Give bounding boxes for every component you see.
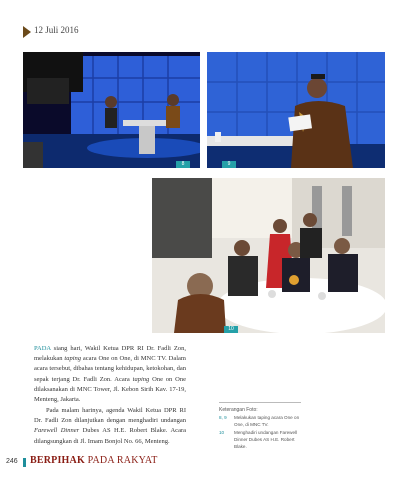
body-paragraph-2 (34, 406, 186, 447)
date-marker-icon (23, 26, 31, 38)
caption-text: Menghadiri undangan Farewell Dinner Dubes AS H.E. Robert Blake. (234, 430, 298, 449)
caption-title: Keterangan Foto: (219, 407, 258, 413)
photo-tv-studio (23, 52, 200, 168)
paragraph-text: Dubes AS H.E. Robert Blake. Acara dilangsungkan di Jl. Imam Bonjol No. 66, Menteng. (34, 427, 187, 445)
photo-number-badge: 10 (224, 326, 238, 333)
book-title (30, 455, 158, 466)
paragraph-lead-word: PADA (34, 345, 51, 352)
photo-number-badge: 8 (176, 161, 190, 168)
caption-number: 8, 9 (219, 415, 227, 420)
paragraph-italic: taping (132, 375, 150, 383)
paragraph-italic: Farewell Dinner (34, 427, 80, 435)
caption-number: 10 (219, 430, 225, 435)
caption-item (219, 414, 304, 428)
photo-farewell-dinner (152, 178, 385, 333)
book-title-part: PADA RAKYAT (84, 455, 158, 466)
caption-item (219, 429, 304, 450)
date-heading: 12 Juli 2016 (34, 25, 79, 35)
photo-speaker (207, 52, 385, 168)
body-paragraph-1 (34, 344, 186, 405)
page-number: 246 (6, 458, 18, 465)
photo-number-badge: 9 (222, 161, 236, 168)
paragraph-italic: taping (64, 355, 82, 363)
paragraph-text: Pada malam harinya, agenda Wakil Ketua DPR RI Dr. Fadli Zon dilanjutkan dengan menghadiri undangan (34, 407, 186, 425)
caption-text: Melakukan taping acara One on One, di MNC TV. (234, 415, 300, 427)
footer-separator (23, 458, 26, 467)
caption-divider (219, 402, 301, 403)
paragraph-text: One on One dilaksanakan di MNC Tower, Jl. Kebon Sirih Kav. 17-19, Menteng, Jakarta. (34, 375, 186, 404)
book-title-part: BERPIHAK (30, 455, 85, 466)
paragraph-text: siang hari, Wakil Ketua DPR RI Dr. Fadli Zon, melakukan (34, 345, 186, 363)
paragraph-text: acara One on One, di MNC TV. Dalam acara tersebut, dibahas tentang kehidupan, ketokohan, dan sepak terjang Dr. Fadli Zon. Acara (34, 355, 186, 383)
